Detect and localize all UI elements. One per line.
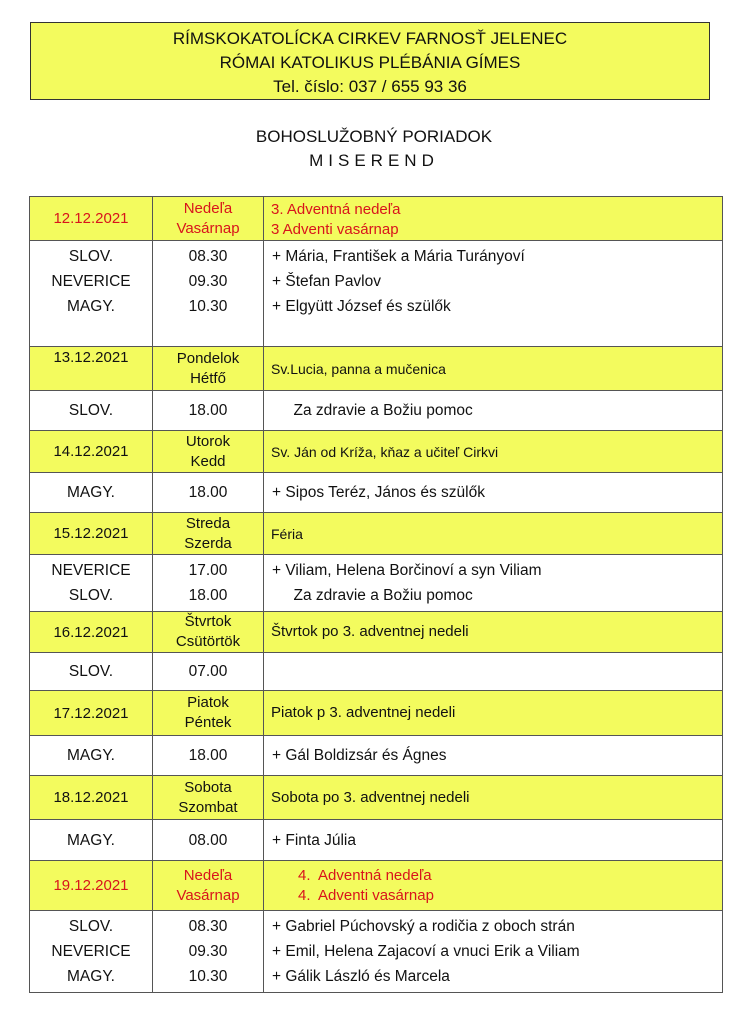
day-date: 17.12.2021: [30, 691, 153, 736]
mass-row: SLOV. 07.00: [30, 653, 723, 691]
feast: [264, 197, 723, 241]
mass-times: 08.30 09.30 10.30: [153, 911, 264, 993]
mass-schedule-table: [29, 196, 723, 993]
schedule-title: BOHOSLUŽOBNÝ PORIADOK: [255, 127, 493, 146]
mass-times: 17.00 18.00: [153, 555, 264, 612]
day-row: [30, 612, 723, 653]
day-name: Nedeľa Vasárnap: [153, 861, 264, 911]
parish-phone: Tel. číslo: 037 / 655 93 36: [273, 77, 467, 96]
mass-intentions: + Gabriel Púchovský a rodičia z oboch strán + Emil, Helena Zajacoví a vnuci Erik a Viliam + Gálik László és Marcela: [264, 911, 723, 993]
feast-hu: 3 Adventi vasárnap: [271, 221, 399, 238]
day-row: [30, 861, 723, 911]
day-date: 12.12.2021: [30, 197, 153, 241]
feast: Féria: [264, 513, 723, 555]
mass-row: MAGY. 08.00 + Finta Júlia: [30, 820, 723, 861]
mass-row: [30, 911, 723, 993]
day-name-sk: Nedeľa: [183, 199, 233, 217]
mass-row: MAGY. 18.00 + Sipos Teréz, János és szülők: [30, 473, 723, 513]
feast: Sobota po 3. adventnej nedeli: [264, 776, 723, 820]
mass-intentions: + Viliam, Helena Borčinoví a syn Viliam Za zdravie a Božiu pomoc: [264, 555, 723, 612]
mass-row: [30, 555, 723, 612]
mass-places: SLOV. NEVERICE MAGY.: [30, 241, 153, 347]
day-name: Piatok Péntek: [153, 691, 264, 736]
mass-row: SLOV. 18.00 Za zdravie a Božiu pomoc: [30, 391, 723, 431]
schedule-subtitle: MISEREND: [309, 151, 439, 170]
mass-intentions: + Mária, František a Mária Turányoví + Štefan Pavlov + Elgyütt József és szülők: [264, 241, 723, 347]
mass-row: [30, 241, 723, 347]
parish-name-sk: RÍMSKOKATOLÍCKA CIRKEV FARNOSŤ JELENEC: [172, 29, 568, 48]
day-row: [30, 691, 723, 736]
day-name: Utorok Kedd: [153, 431, 264, 473]
parish-header: [30, 22, 710, 100]
day-date: 15.12.2021: [30, 513, 153, 555]
feast: Štvrtok po 3. adventnej nedeli: [264, 612, 723, 653]
day-date: 13.12.2021: [30, 347, 153, 391]
day-row: [30, 513, 723, 555]
day-row: [30, 347, 723, 391]
day-name: [153, 197, 264, 241]
feast: Sv. Ján od Kríža, kňaz a učiteľ Cirkvi: [264, 431, 723, 473]
day-name: Sobota Szombat: [153, 776, 264, 820]
mass-places: SLOV. NEVERICE MAGY.: [30, 911, 153, 993]
feast-sk: 3. Adventná nedeľa: [271, 201, 401, 218]
feast: 4. Adventná nedeľa 4. Adventi vasárnap: [264, 861, 723, 911]
day-name-hu: Vasárnap: [176, 219, 240, 237]
day-name: Štvrtok Csütörtök: [153, 612, 264, 653]
feast: Sv.Lucia, panna a mučenica: [264, 347, 723, 391]
mass-row: MAGY. 18.00 + Gál Boldizsár és Ágnes: [30, 736, 723, 776]
day-name: Streda Szerda: [153, 513, 264, 555]
day-row: [30, 776, 723, 820]
parish-name-hu: RÓMAI KATOLIKUS PLÉBÁNIA GÍMES: [219, 53, 521, 72]
mass-times: 08.30 09.30 10.30: [153, 241, 264, 347]
day-date: 19.12.2021: [30, 861, 153, 911]
day-date: 16.12.2021: [30, 612, 153, 653]
feast: Piatok p 3. adventnej nedeli: [264, 691, 723, 736]
day-name: Pondelok Hétfő: [153, 347, 264, 391]
day-date: 18.12.2021: [30, 776, 153, 820]
day-date: 14.12.2021: [30, 431, 153, 473]
mass-places: NEVERICE SLOV.: [30, 555, 153, 612]
day-row: [30, 197, 723, 241]
day-row: [30, 431, 723, 473]
